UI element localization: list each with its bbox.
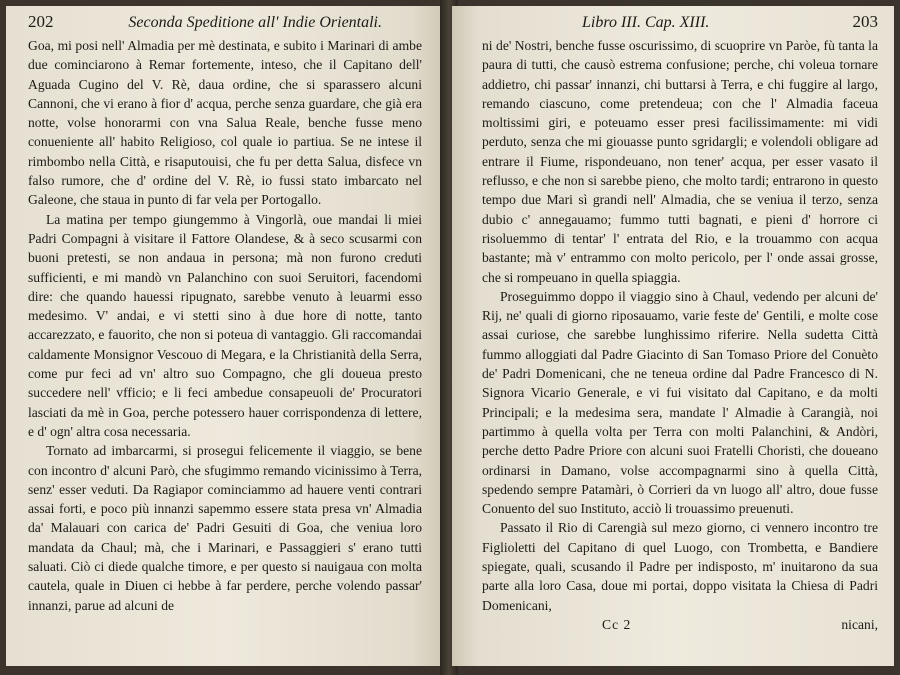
left-page-body — [28, 36, 422, 615]
left-page-number: 202 — [28, 12, 54, 31]
paragraph: ni de' Nostri, benche fusse oscurissimo, di scuoprire vn Paròe, fù tanta la paura di tutti, che causò estrema confusione; perche, chi voleua tornare addietro, chi passar' innanzi, chi buttarsi à Terra, e chi fuggire al largo, remando ciascuno, come pretendeua; con che l' Almadia faceua moltissimi giri, e poteuamo esser presi facilissimamente: mi vidi perduto, senza che mi giouasse punto sgridargli; e volendoli obligare ad entrare il Fiume, rispondeuano, non tener' acqua, per esser vasato il reflusso, e che non si sarebbe pieno, che molto tardi; entrarono in questo tempo due Mari sì grandi nell' Almadia, che se veniua il terzo, senza dubio c' annegauamo; fummo tutti bagnati, e pieni d' horrore ci risoluemmo di tentar' l' entrata del Rio, e la trouammo con acqua bastante; mà v' entrammo con molto pericolo, per l' onde assai grosse, che si rompeuano in quella spiaggia. — [482, 38, 878, 285]
paragraph: La matina per tempo giungemmo à Vingorlà, oue mandai li miei Padri Compagni à visitare il Fattore Olandese, & à seco scusarmi con buoni pretesti, se non andaua in persona; mà non furono creduti sufficienti, e mi mandò vn Palanchino con suoi Seruitori, facendomi dire: che quando hauessi ripugnato, sarebbe venuto à leuarmi esso medesimo. V' andai, e vi stetti sino à due hore di notte, tanto accarezzato, e fauorito, che non si poteua di vantaggio. Gli raccomandai caldamente Monsignor Vescouo di Megara, e la Christianità della Serra, come pur feci ad vn' altro suo Compagno, che gli doueua presto succedere nell' vfficio; e li feci ambedue consapeuoli de' Procuratori lasciati da mè in Goa, perche potessero hauer corrispondenza di lettere, e d' ogn' altra cosa necessaria. — [28, 211, 422, 439]
paragraph: Proseguimmo doppo il viaggio sino à Chaul, vedendo per alcuni de' Rij, ne' quali di giorno riposauamo, varie feste de' Gentili, e molte cose assai curiose, che sarebbe lunghissimo riferire. Nella sudetta Città fummo alloggiati dal Padre Giacinto di San Tomaso Priore del Conuèto de' Padri Domenicani, che ne teneua ordine dal Padre Francesco di N. Signora Vicario Generale, e vi fui visitato dal Capitano, e da molti Principali; e la medesima sera, mandate l' Almadie à Carangià, noi partimmo à quella volta per Terra con molti Palanchini, & Andòri, perche detto Padre Priore con alcuni suoi Fratelli Choristi, che doueano ordinarsi in Damano, volse accompagnarmi sino à quella Città, spedendo sempre Patamàri, ò Corrieri da vn luogo all' altro, doue fusse Conuento del suo Instituto, acciò li trouassimo preuenuti. — [482, 288, 878, 517]
right-running-head: Libro III. Cap. XIII. — [582, 14, 710, 31]
left-page — [6, 6, 446, 666]
right-catchword: nicani, — [841, 616, 878, 632]
right-page-footer — [482, 615, 878, 634]
right-page-header — [482, 12, 878, 34]
paragraph: Goa, mi posi nell' Almadia per mè destinata, e subito i Marinari di ambe due cominciarono à Remar fortemente, inteso, che il Capitano dell' Aguada Cugino del V. Rè, daua ordine, che si sparassero alcuni Cannoni, che vi erano à fior d' acqua, perche senza guardare, che già era notte, volse honorarmi con vna Salua Reale, benche fusse meno conueniente all' habito Religioso, col quale io partiua. Se ne intese il rimbombo nella Città, e risaputouisi, che fu per detta Salua, disfece vn falso rumore, che d' ordine del V. Rè, io fussi stato imbarcato nel Galeone, che staua in punto di far vela per Portogallo. — [28, 38, 422, 208]
signature-mark: Cc 2 — [602, 616, 632, 632]
paragraph: Tornato ad imbarcarmi, si prosegui felicemente il viaggio, se bene con incontro d' alcuni Parò, che sfugimmo remando vicinissimo à Terra, senz' esser veduti. Da Ragiapor cominciammo ad hauere venti contrari assai forti, e poco più innanzi sapemmo essere stata presa vn' Almadia da' Malauari con carica de' Padri Gesuiti di Goa, che veniua loro mandata da Chaul; mà, che i Marinari, e Passaggieri s' erano tutti saluati. Ciò ci diede qualche timore, e per questo si nauigaua con molta cautela, quale in Diuen ci hebbe à far perdere, perche volendo passar' innanzi, parue ad alcuni de — [28, 443, 422, 613]
left-running-head: Seconda Speditione all' Indie Orientali. — [128, 14, 382, 31]
right-page-number: 203 — [852, 12, 878, 31]
right-page — [452, 6, 894, 666]
right-page-body — [482, 36, 878, 615]
paragraph: Passato il Rio di Carengià sul mezo giorno, ci vennero incontro tre Figlioletti del Capitano di quel Luogo, con Trombetta, e Bandiere spiegate, quali, scusando il Padre per indisposto, m' inuitarono da sua parte alla loro Casa, doue mi portai, doppo visitata la Chiesa di Padri Domenicani, — [482, 520, 878, 613]
left-page-header — [28, 12, 422, 34]
